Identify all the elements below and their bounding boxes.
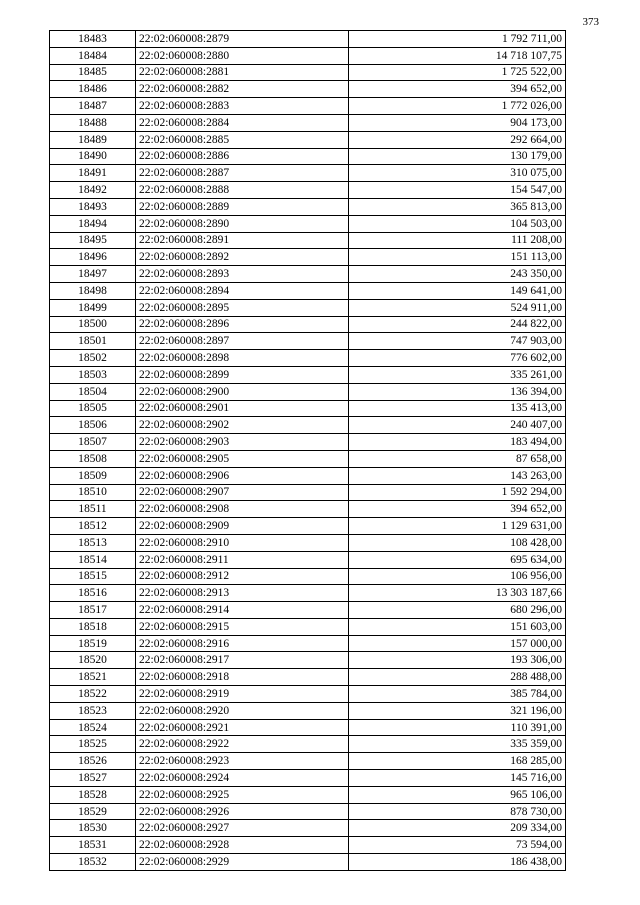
cadastral-number-cell: 22:02:060008:2892: [136, 249, 349, 266]
value-cell: 288 488,00: [349, 669, 566, 686]
table-row: [50, 114, 566, 131]
table-row: [50, 484, 566, 501]
table-row: [50, 383, 566, 400]
table-row: [50, 635, 566, 652]
row-number-cell: 18526: [50, 753, 136, 770]
cadastral-number-cell: 22:02:060008:2917: [136, 652, 349, 669]
value-cell: 145 716,00: [349, 770, 566, 787]
cadastral-number-cell: 22:02:060008:2913: [136, 585, 349, 602]
cadastral-number-cell: 22:02:060008:2926: [136, 803, 349, 820]
value-cell: 1 592 294,00: [349, 484, 566, 501]
value-cell: 695 634,00: [349, 551, 566, 568]
value-cell: 87 658,00: [349, 450, 566, 467]
cadastral-number-cell: 22:02:060008:2911: [136, 551, 349, 568]
row-number-cell: 18515: [50, 568, 136, 585]
value-cell: 292 664,00: [349, 131, 566, 148]
cadastral-number-cell: 22:02:060008:2896: [136, 316, 349, 333]
row-number-cell: 18531: [50, 837, 136, 854]
table-row: [50, 652, 566, 669]
table-row: [50, 198, 566, 215]
row-number-cell: 18509: [50, 467, 136, 484]
table-row: [50, 131, 566, 148]
cadastral-number-cell: 22:02:060008:2924: [136, 770, 349, 787]
row-number-cell: 18525: [50, 736, 136, 753]
table-row: [50, 820, 566, 837]
value-cell: 244 822,00: [349, 316, 566, 333]
row-number-cell: 18498: [50, 282, 136, 299]
row-number-cell: 18495: [50, 232, 136, 249]
table-row: [50, 501, 566, 518]
table-row: [50, 719, 566, 736]
table-row: [50, 316, 566, 333]
value-cell: 106 956,00: [349, 568, 566, 585]
table-row: [50, 534, 566, 551]
value-cell: 110 391,00: [349, 719, 566, 736]
table-row: [50, 434, 566, 451]
row-number-cell: 18491: [50, 165, 136, 182]
table-row: [50, 400, 566, 417]
value-cell: 149 641,00: [349, 282, 566, 299]
value-cell: 209 334,00: [349, 820, 566, 837]
table-row: [50, 266, 566, 283]
row-number-cell: 18513: [50, 534, 136, 551]
row-number-cell: 18530: [50, 820, 136, 837]
table-row: [50, 31, 566, 48]
value-cell: 680 296,00: [349, 602, 566, 619]
cadastral-number-cell: 22:02:060008:2927: [136, 820, 349, 837]
table-row: [50, 518, 566, 535]
row-number-cell: 18488: [50, 114, 136, 131]
row-number-cell: 18486: [50, 81, 136, 98]
table-row: [50, 702, 566, 719]
value-cell: 186 438,00: [349, 854, 566, 871]
row-number-cell: 18511: [50, 501, 136, 518]
value-cell: 310 075,00: [349, 165, 566, 182]
cadastral-number-cell: 22:02:060008:2887: [136, 165, 349, 182]
row-number-cell: 18500: [50, 316, 136, 333]
row-number-cell: 18522: [50, 686, 136, 703]
table-row: [50, 618, 566, 635]
value-cell: 13 303 187,66: [349, 585, 566, 602]
value-cell: 394 652,00: [349, 501, 566, 518]
value-cell: 321 196,00: [349, 702, 566, 719]
value-cell: 1 725 522,00: [349, 64, 566, 81]
table-row: [50, 854, 566, 871]
row-number-cell: 18520: [50, 652, 136, 669]
value-cell: 143 263,00: [349, 467, 566, 484]
row-number-cell: 18528: [50, 786, 136, 803]
table-row: [50, 182, 566, 199]
table-row: [50, 803, 566, 820]
cadastral-number-cell: 22:02:060008:2912: [136, 568, 349, 585]
table-row: [50, 350, 566, 367]
table-row: [50, 98, 566, 115]
table-row: [50, 602, 566, 619]
value-cell: 394 652,00: [349, 81, 566, 98]
table-row: [50, 450, 566, 467]
value-cell: 135 413,00: [349, 400, 566, 417]
row-number-cell: 18517: [50, 602, 136, 619]
cadastral-number-cell: 22:02:060008:2929: [136, 854, 349, 871]
row-number-cell: 18502: [50, 350, 136, 367]
cadastral-number-cell: 22:02:060008:2883: [136, 98, 349, 115]
value-cell: 193 306,00: [349, 652, 566, 669]
row-number-cell: 18499: [50, 299, 136, 316]
table-row: [50, 249, 566, 266]
row-number-cell: 18532: [50, 854, 136, 871]
row-number-cell: 18483: [50, 31, 136, 48]
value-cell: 904 173,00: [349, 114, 566, 131]
cadastral-number-cell: 22:02:060008:2891: [136, 232, 349, 249]
cadastral-number-cell: 22:02:060008:2885: [136, 131, 349, 148]
value-cell: 130 179,00: [349, 148, 566, 165]
value-cell: 1 792 711,00: [349, 31, 566, 48]
value-cell: 151 603,00: [349, 618, 566, 635]
row-number-cell: 18518: [50, 618, 136, 635]
value-cell: 1 772 026,00: [349, 98, 566, 115]
cadastral-number-cell: 22:02:060008:2890: [136, 215, 349, 232]
table-row: [50, 417, 566, 434]
table-row: [50, 148, 566, 165]
value-cell: 111 208,00: [349, 232, 566, 249]
table-row: [50, 467, 566, 484]
cadastral-number-cell: 22:02:060008:2903: [136, 434, 349, 451]
row-number-cell: 18505: [50, 400, 136, 417]
cadastral-number-cell: 22:02:060008:2920: [136, 702, 349, 719]
row-number-cell: 18492: [50, 182, 136, 199]
row-number-cell: 18510: [50, 484, 136, 501]
row-number-cell: 18504: [50, 383, 136, 400]
row-number-cell: 18512: [50, 518, 136, 535]
cadastral-number-cell: 22:02:060008:2925: [136, 786, 349, 803]
cadastral-number-cell: 22:02:060008:2914: [136, 602, 349, 619]
cadastral-number-cell: 22:02:060008:2900: [136, 383, 349, 400]
row-number-cell: 18493: [50, 198, 136, 215]
row-number-cell: 18494: [50, 215, 136, 232]
table-row: [50, 81, 566, 98]
cadastral-number-cell: 22:02:060008:2922: [136, 736, 349, 753]
value-cell: 335 359,00: [349, 736, 566, 753]
cadastral-number-cell: 22:02:060008:2905: [136, 450, 349, 467]
row-number-cell: 18508: [50, 450, 136, 467]
cadastral-number-cell: 22:02:060008:2893: [136, 266, 349, 283]
table-row: [50, 770, 566, 787]
value-cell: 776 602,00: [349, 350, 566, 367]
value-cell: 73 594,00: [349, 837, 566, 854]
cadastre-table: [49, 30, 566, 871]
cadastral-number-cell: 22:02:060008:2916: [136, 635, 349, 652]
value-cell: 965 106,00: [349, 786, 566, 803]
row-number-cell: 18519: [50, 635, 136, 652]
table-row: [50, 366, 566, 383]
value-cell: 524 911,00: [349, 299, 566, 316]
value-cell: 365 813,00: [349, 198, 566, 215]
cadastral-number-cell: 22:02:060008:2906: [136, 467, 349, 484]
cadastral-number-cell: 22:02:060008:2879: [136, 31, 349, 48]
table-row: [50, 753, 566, 770]
cadastral-number-cell: 22:02:060008:2884: [136, 114, 349, 131]
cadastral-number-cell: 22:02:060008:2902: [136, 417, 349, 434]
row-number-cell: 18501: [50, 333, 136, 350]
cadastral-number-cell: 22:02:060008:2923: [136, 753, 349, 770]
table-row: [50, 585, 566, 602]
table-row: [50, 299, 566, 316]
row-number-cell: 18496: [50, 249, 136, 266]
value-cell: 385 784,00: [349, 686, 566, 703]
value-cell: 151 113,00: [349, 249, 566, 266]
row-number-cell: 18506: [50, 417, 136, 434]
table-row: [50, 282, 566, 299]
row-number-cell: 18516: [50, 585, 136, 602]
cadastral-number-cell: 22:02:060008:2918: [136, 669, 349, 686]
value-cell: 108 428,00: [349, 534, 566, 551]
cadastral-number-cell: 22:02:060008:2881: [136, 64, 349, 81]
table-body: [50, 31, 566, 871]
row-number-cell: 18524: [50, 719, 136, 736]
row-number-cell: 18514: [50, 551, 136, 568]
cadastral-number-cell: 22:02:060008:2928: [136, 837, 349, 854]
value-cell: 335 261,00: [349, 366, 566, 383]
value-cell: 747 903,00: [349, 333, 566, 350]
value-cell: 183 494,00: [349, 434, 566, 451]
row-number-cell: 18527: [50, 770, 136, 787]
table-row: [50, 64, 566, 81]
row-number-cell: 18484: [50, 47, 136, 64]
cadastral-number-cell: 22:02:060008:2894: [136, 282, 349, 299]
value-cell: 14 718 107,75: [349, 47, 566, 64]
table-row: [50, 551, 566, 568]
table-row: [50, 333, 566, 350]
cadastral-number-cell: 22:02:060008:2886: [136, 148, 349, 165]
cadastral-number-cell: 22:02:060008:2910: [136, 534, 349, 551]
value-cell: 154 547,00: [349, 182, 566, 199]
table-row: [50, 47, 566, 64]
cadastral-number-cell: 22:02:060008:2907: [136, 484, 349, 501]
row-number-cell: 18489: [50, 131, 136, 148]
cadastral-number-cell: 22:02:060008:2882: [136, 81, 349, 98]
value-cell: 240 407,00: [349, 417, 566, 434]
cadastral-number-cell: 22:02:060008:2915: [136, 618, 349, 635]
table-row: [50, 786, 566, 803]
value-cell: 243 350,00: [349, 266, 566, 283]
value-cell: 104 503,00: [349, 215, 566, 232]
row-number-cell: 18487: [50, 98, 136, 115]
value-cell: 878 730,00: [349, 803, 566, 820]
row-number-cell: 18490: [50, 148, 136, 165]
row-number-cell: 18523: [50, 702, 136, 719]
row-number-cell: 18485: [50, 64, 136, 81]
row-number-cell: 18529: [50, 803, 136, 820]
cadastral-number-cell: 22:02:060008:2898: [136, 350, 349, 367]
cadastral-number-cell: 22:02:060008:2897: [136, 333, 349, 350]
cadastral-number-cell: 22:02:060008:2921: [136, 719, 349, 736]
cadastral-number-cell: 22:02:060008:2908: [136, 501, 349, 518]
cadastral-number-cell: 22:02:060008:2889: [136, 198, 349, 215]
cadastral-number-cell: 22:02:060008:2895: [136, 299, 349, 316]
row-number-cell: 18503: [50, 366, 136, 383]
page-number: 373: [582, 16, 599, 28]
table-row: [50, 837, 566, 854]
table-row: [50, 686, 566, 703]
cadastral-number-cell: 22:02:060008:2909: [136, 518, 349, 535]
value-cell: 136 394,00: [349, 383, 566, 400]
value-cell: 168 285,00: [349, 753, 566, 770]
table-row: [50, 736, 566, 753]
cadastral-number-cell: 22:02:060008:2880: [136, 47, 349, 64]
cadastral-number-cell: 22:02:060008:2899: [136, 366, 349, 383]
value-cell: 1 129 631,00: [349, 518, 566, 535]
row-number-cell: 18497: [50, 266, 136, 283]
row-number-cell: 18507: [50, 434, 136, 451]
cadastral-number-cell: 22:02:060008:2888: [136, 182, 349, 199]
cadastral-number-cell: 22:02:060008:2901: [136, 400, 349, 417]
table-row: [50, 215, 566, 232]
table-row: [50, 165, 566, 182]
cadastral-number-cell: 22:02:060008:2919: [136, 686, 349, 703]
table-row: [50, 232, 566, 249]
table-row: [50, 669, 566, 686]
value-cell: 157 000,00: [349, 635, 566, 652]
row-number-cell: 18521: [50, 669, 136, 686]
table-row: [50, 568, 566, 585]
